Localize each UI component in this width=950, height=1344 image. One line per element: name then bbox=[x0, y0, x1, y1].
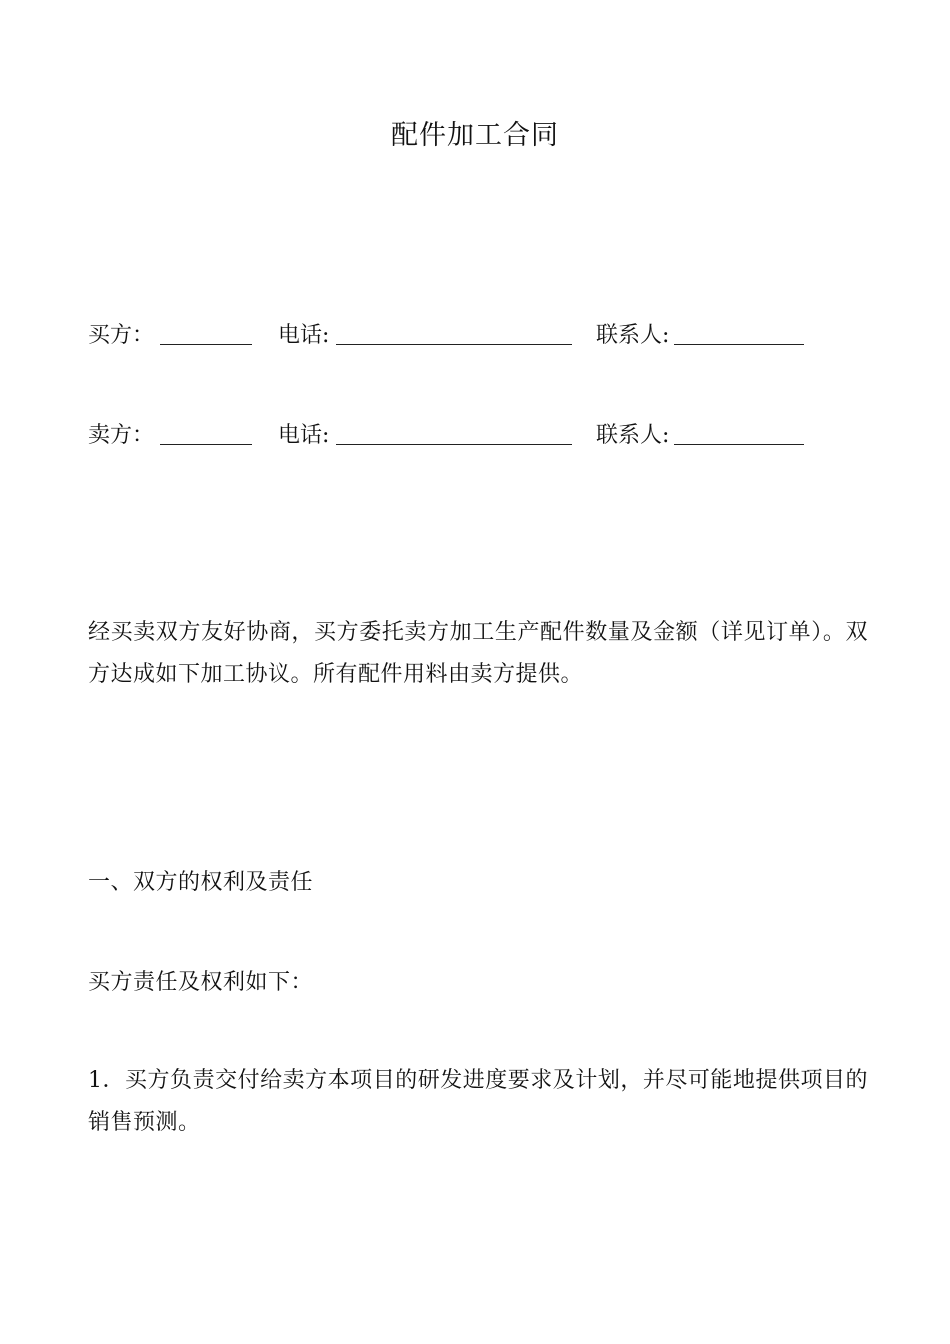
buyer-phone-blank bbox=[336, 320, 572, 345]
buyer-duties-heading: 买方责任及权利如下： bbox=[88, 970, 314, 995]
buyer-phone-label: 电话: bbox=[278, 323, 330, 348]
seller-contact-label: 联系人: bbox=[596, 423, 670, 448]
seller-contact-blank bbox=[674, 420, 804, 445]
buyer-contact-blank bbox=[674, 320, 804, 345]
seller-label: 卖方： bbox=[88, 423, 155, 448]
buyer-label: 买方： bbox=[88, 323, 155, 348]
clause-item-1: 1．买方负责交付给卖方本项目的研发进度要求及计划，并尽可能地提供项目的销售预测。 bbox=[88, 1068, 868, 1135]
buyer-contact-label: 联系人: bbox=[596, 323, 670, 348]
intro-paragraph: 经买卖双方友好协商，买方委托卖方加工生产配件数量及金额（详见订单）。双方达成如下加工协议。所有配件用料由卖方提供。 bbox=[88, 620, 868, 687]
seller-phone-blank bbox=[336, 420, 572, 445]
seller-name-blank bbox=[160, 420, 252, 445]
seller-phone-label: 电话: bbox=[278, 423, 330, 448]
buyer-name-blank bbox=[160, 320, 252, 345]
section-1-heading: 一、双方的权利及责任 bbox=[88, 870, 314, 895]
document-title: 配件加工合同 bbox=[391, 120, 559, 151]
